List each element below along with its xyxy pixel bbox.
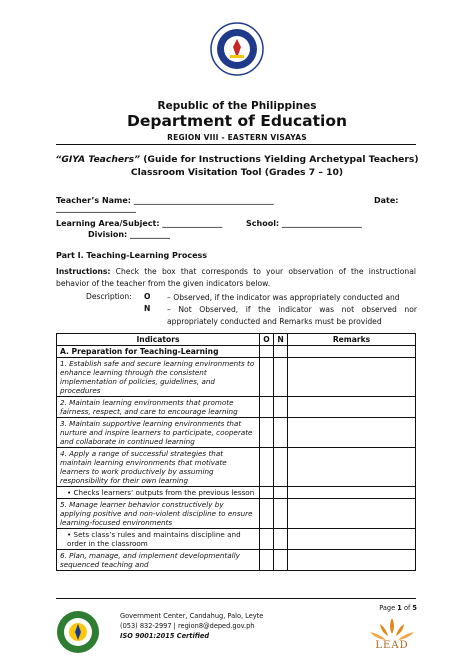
republic-heading: Republic of the Philippines: [157, 100, 317, 112]
observed-checkbox[interactable]: [260, 397, 274, 418]
indicator-text: 6. Plan, manage, and implement developmentally sequenced teaching and: [57, 550, 260, 571]
region-heading: REGION VIII - EASTERN VISAYAS: [167, 133, 307, 142]
observed-checkbox[interactable]: [260, 358, 274, 397]
table-row: [57, 550, 416, 571]
indicator-text: • Checks learners’ outputs from the previous lesson: [57, 487, 260, 499]
not-observed-checkbox[interactable]: [274, 499, 288, 529]
remarks-cell[interactable]: [288, 448, 416, 487]
part1-heading: Part I. Teaching-Learning Process: [56, 251, 208, 260]
table-row: [57, 448, 416, 487]
header-remarks: Remarks: [288, 334, 416, 346]
title-italic: “GIYA Teachers”: [55, 154, 141, 165]
key-n: N: [144, 304, 151, 313]
division-field[interactable]: Division: __________: [88, 230, 171, 239]
observed-checkbox[interactable]: [260, 499, 274, 529]
lead-logo: [366, 614, 418, 660]
remarks-cell[interactable]: [288, 529, 416, 550]
department-heading: Department of Education: [126, 112, 348, 130]
table-row: [57, 358, 416, 397]
footer-iso: ISO 9001:2015 Certified: [120, 632, 210, 640]
teacher-name-field[interactable]: Teacher’s Name: ___________________________________: [56, 196, 274, 205]
table-row: [57, 487, 416, 499]
description-label: Description:: [86, 292, 132, 301]
table-row: [57, 418, 416, 448]
instructions-text: Check the box that corresponds to your observation of the instructional behavior of the teacher from the given indicators below.: [56, 267, 416, 288]
deped-seal-logo: [210, 22, 264, 76]
remarks-cell[interactable]: [288, 499, 416, 529]
footer-contact: (053) 832-2997 | region8@deped.gov.ph: [120, 622, 255, 630]
header-divider: [56, 144, 416, 145]
table-row: [57, 397, 416, 418]
date-field[interactable]: ____________________: [56, 204, 136, 213]
header-n: N: [274, 334, 288, 346]
page-current: 1: [397, 604, 402, 612]
remarks-cell[interactable]: [288, 358, 416, 397]
observed-checkbox[interactable]: [260, 418, 274, 448]
remarks-cell[interactable]: [288, 487, 416, 499]
indicator-text: 4. Apply a range of successful strategies that maintain learning environments that motivate learners to work productively by assuming responsibility for their own learning: [57, 448, 260, 487]
page-prefix: Page: [379, 604, 398, 612]
school-field[interactable]: School: ____________________: [246, 219, 362, 228]
section-a-label: A. Preparation for Teaching-Learning: [57, 346, 260, 358]
header-indicators: Indicators: [57, 334, 260, 346]
desc-n: – Not Observed, if the indicator was not observed nor appropriately conducted and Remarks must be provided: [167, 305, 417, 326]
not-observed-checkbox[interactable]: [274, 358, 288, 397]
instructions-label: Instructions:: [56, 267, 111, 276]
page-mid: of: [401, 604, 413, 612]
lead-logo-text: LEAD: [375, 640, 409, 651]
indicator-text: • Sets class’s rules and maintains discipline and order in the classroom: [57, 529, 260, 550]
indicator-text: 3. Maintain supportive learning environments that nurture and inspire learners to participate, cooperate and collaborate in continued learning: [57, 418, 260, 448]
not-observed-checkbox[interactable]: [274, 550, 288, 571]
observed-checkbox[interactable]: [260, 529, 274, 550]
remarks-cell[interactable]: [288, 550, 416, 571]
indicator-text: 5. Manage learner behavior constructively by applying positive and non-violent discipline to ensure learning-focused environments: [57, 499, 260, 529]
title-rest: (Guide for Instructions Yielding Archetypal Teachers): [140, 154, 419, 165]
header-o: O: [260, 334, 274, 346]
desc-o: – Observed, if the indicator was appropriately conducted and: [167, 293, 400, 302]
not-observed-checkbox[interactable]: [274, 397, 288, 418]
observed-checkbox[interactable]: [260, 550, 274, 571]
table-header-row: [57, 334, 416, 346]
document-subtitle: Classroom Visitation Tool (Grades 7 – 10): [130, 167, 344, 178]
document-title: [40, 154, 434, 165]
not-observed-checkbox[interactable]: [274, 418, 288, 448]
page-total: 5: [412, 604, 417, 612]
instructions: [56, 266, 416, 289]
observed-checkbox[interactable]: [260, 448, 274, 487]
section-row: [57, 346, 416, 358]
remarks-cell[interactable]: [288, 397, 416, 418]
page-number: [379, 604, 417, 612]
not-observed-checkbox[interactable]: [274, 529, 288, 550]
remarks-cell[interactable]: [288, 418, 416, 448]
observed-checkbox[interactable]: [260, 487, 274, 499]
not-observed-checkbox[interactable]: [274, 487, 288, 499]
date-label: Date:: [374, 196, 399, 205]
key-o: O: [144, 292, 151, 301]
region-seal-logo: [56, 610, 100, 654]
footer-divider: [56, 598, 416, 599]
indicator-text: 2. Maintain learning environments that promote fairness, respect, and care to encourage learning: [57, 397, 260, 418]
footer-address: Government Center, Candahug, Palo, Leyte: [120, 612, 264, 620]
table-row: [57, 529, 416, 550]
learning-area-field[interactable]: Learning Area/Subject: _______________: [56, 219, 223, 228]
table-row: [57, 499, 416, 529]
not-observed-checkbox[interactable]: [274, 448, 288, 487]
indicator-text: 1. Establish safe and secure learning environments to enhance learning through the consistent implementation of policies, guidelines, and procedures: [57, 358, 260, 397]
indicators-table: [56, 333, 416, 571]
